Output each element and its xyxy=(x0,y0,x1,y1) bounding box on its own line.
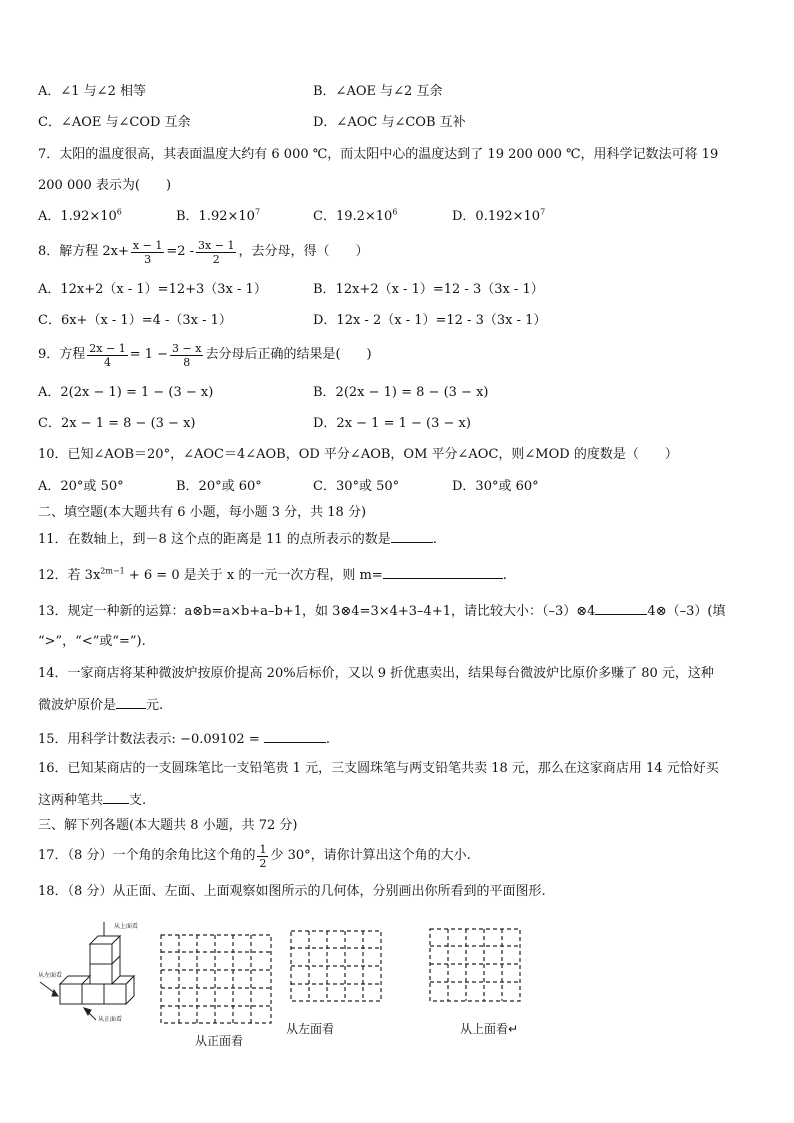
q14-line2: 微波炉原价是 元. xyxy=(38,698,164,713)
answer-blank xyxy=(103,791,129,804)
q8-option-c: C．6x+（x - 1）=4 -（3x - 1） xyxy=(38,313,232,328)
q17: 17．（8 分）一个角的余角比这个角的 1 2 少 30°，请你计算出这个角的大小. xyxy=(38,842,471,870)
top-view-grid[interactable] xyxy=(429,928,521,1002)
q13-line1: 13．规定一种新的运算：a⊗b=a×b+a–b+1，如 3⊗4=3×4+3–4+1，请比较大小：（–3）⊗4 4⊗（–3）(填 xyxy=(38,604,726,619)
q7-option-b: B．$1.92\times 10^7$ xyxy=(176,207,261,224)
answer-blank xyxy=(383,566,503,579)
q8-option-a: A．12x+2（x - 1）=12+3（3x - 1） xyxy=(38,282,267,297)
q9-option-b: B．2(2x − 1) = 8 − (3 − x) xyxy=(313,385,489,400)
q8-option-d: D．12x - 2（x - 1）=12 - 3（3x - 1） xyxy=(313,313,547,328)
section-2-heading: 二、填空题(本大题共有 6 小题，每小题 3 分，共 18 分) xyxy=(38,505,367,520)
left-view-grid[interactable] xyxy=(290,930,382,1002)
q16-line1: 16．已知某商店的一支圆珠笔比一支铅笔贵 1 元，三支圆珠笔与两支铅笔共卖 18 元，那么在这家商店用 14 元恰好买 xyxy=(38,761,719,776)
q18-stem: 18．（8 分）从正面、左面、上面观察如图所示的几何体，分别画出你所看到的平面图形. xyxy=(38,884,546,899)
q13-line2: “>”，“<”或“=”). xyxy=(38,634,146,649)
answer-blank xyxy=(116,696,146,709)
answer-blank xyxy=(264,730,326,743)
front-view-grid[interactable] xyxy=(160,934,272,1024)
q9-fraction-1: $\frac{2x - 1}{4}$ xyxy=(89,341,126,369)
q8-stem: 8．解方程 2x+ $\frac{x - 1}{3}$ =2 - 3x − 1 2 ，去分母，得（ ） xyxy=(38,238,369,266)
q6-option-b: B．∠AOE 与∠2 互余 xyxy=(313,84,443,99)
q10-option-a: A．20°或 50° xyxy=(38,479,124,494)
q7-option-d: D．$0.192\times 10^7$ xyxy=(452,207,546,224)
q7-option-c: C．$19.2\times 10^6$ xyxy=(313,207,398,224)
q9-stem: 9．方程 $\frac{2x - 1}{4}$ = 1 − $\frac{3 - x}{8}$ 去分母后正确的结果是( ) xyxy=(38,341,372,369)
q16-line2: 这两种笔共 支. xyxy=(38,793,147,808)
answer-blank xyxy=(391,530,433,543)
q9-fraction-2: $\frac{3 - x}{8}$ xyxy=(172,341,202,369)
q12: 12．若 $3x^{2m-1} + 6 = 0$ 是关于 x 的一元一次方程，则 m= . xyxy=(38,566,507,583)
caption-front-view: 从正面看 xyxy=(195,1034,244,1048)
label-front-view: 从正面看 xyxy=(98,1016,123,1023)
q10-option-b: B．20°或 60° xyxy=(176,479,262,494)
q9-option-a: A．2(2x − 1) = 1 − (3 − x) xyxy=(38,385,214,400)
q8-fraction-2: 3x − 1 2 xyxy=(198,238,235,266)
q6-option-a: A．∠1 与∠2 相等 xyxy=(38,84,146,99)
q6-option-d: D．∠AOC 与∠COB 互补 xyxy=(313,115,466,130)
caption-left-view: 从左面看 xyxy=(286,1022,335,1036)
q9-option-c: C．2x − 1 = 8 − (3 − x) xyxy=(38,416,196,431)
q14-line1: 14．一家商店将某种微波炉按原价提高 20%后标价，又以 9 折优惠卖出，结果每台微波炉比原价多赚了 80 元，这种 xyxy=(38,666,714,681)
q10-option-c: C．30°或 50° xyxy=(313,479,400,494)
q8-fraction-1: $\frac{x - 1}{3}$ xyxy=(132,238,163,266)
q6-option-c: C．∠AOE 与∠COD 互余 xyxy=(38,115,191,130)
q11: 11．在数轴上，到－8 这个点的距离是 11 的点所表示的数是 . xyxy=(38,532,437,547)
q7-stem-line2: 200 000 表示为( ) xyxy=(38,178,172,193)
section-3-heading: 三、解下列各题(本大题共 8 小题，共 72 分) xyxy=(38,818,298,833)
q17-fraction: 1 2 xyxy=(259,842,267,870)
q10-option-d: D．30°或 60° xyxy=(452,479,539,494)
label-top-view: 从上面看 xyxy=(114,923,139,930)
caption-top-view: 从上面看↵ xyxy=(460,1022,519,1036)
q10-stem: 10．已知∠AOB＝20°，∠AOC＝4∠AOB，OD 平分∠AOB，OM 平分∠AOC，则∠MOD 的度数是（ ） xyxy=(38,447,678,462)
q15: 15．用科学计数法表示: −0.09102 = . xyxy=(38,732,331,747)
q7-stem-line1: 7．太阳的温度很高，其表面温度大约有 6 000 ℃，而太阳中心的温度达到了 19 200 000 ℃，用科学记数法可将 19 xyxy=(38,147,719,162)
answer-blank xyxy=(595,602,647,615)
q9-option-d: D．2x − 1 = 1 − (3 − x) xyxy=(313,416,471,431)
q7-option-a: A．$1.92\times 10^6$ xyxy=(38,207,122,224)
q8-option-b: B．12x+2（x - 1）=12 - 3（3x - 1） xyxy=(313,282,544,297)
label-left-view: 从左面看 xyxy=(38,972,63,979)
